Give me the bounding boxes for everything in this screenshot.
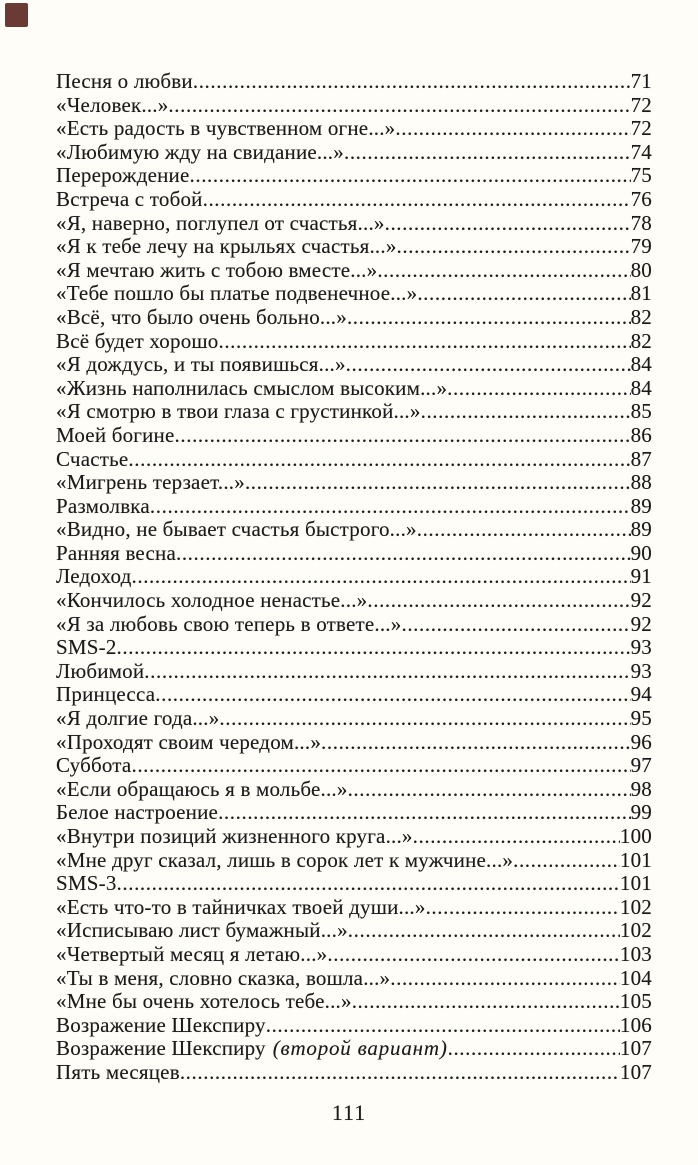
toc-entry-title: «Всё, что было очень больно...» bbox=[56, 304, 347, 329]
toc-entry-title: «Мигрень терзает...» bbox=[56, 470, 245, 495]
toc-entry-title: SMS-2 bbox=[56, 635, 117, 660]
toc-entry bbox=[56, 164, 652, 188]
dot-leader bbox=[131, 754, 630, 778]
dot-leader bbox=[180, 1061, 620, 1085]
toc-entry-page: 89 bbox=[630, 493, 652, 518]
dot-leader bbox=[117, 872, 620, 896]
toc-entry-title: «Видно, не бывает счастья быстрого...» bbox=[56, 517, 417, 542]
toc-entry-page: 97 bbox=[630, 753, 652, 778]
toc-entry-title: «Я долгие года...» bbox=[56, 706, 220, 731]
table-of-contents bbox=[56, 70, 652, 1085]
toc-entry-page: 104 bbox=[619, 965, 652, 990]
dot-leader bbox=[348, 919, 620, 943]
dot-leader bbox=[219, 707, 630, 731]
toc-entry-page: 75 bbox=[630, 163, 652, 188]
toc-entry bbox=[56, 353, 652, 377]
toc-entry-title: «Жизнь наполнилась смыслом высоким...» bbox=[56, 375, 448, 400]
toc-entry-title: SMS-3 bbox=[56, 871, 117, 896]
toc-entry-title: Ранняя весна bbox=[56, 540, 176, 565]
toc-entry-title: «Есть что-то в тайничках твоей души...» bbox=[56, 894, 426, 919]
dot-leader bbox=[327, 943, 620, 967]
toc-entry-page: 98 bbox=[630, 776, 652, 801]
toc-entry-title: Пять месяцев bbox=[56, 1059, 180, 1084]
toc-entry-page: 85 bbox=[630, 399, 652, 424]
dot-leader bbox=[385, 212, 631, 236]
toc-entry bbox=[56, 424, 652, 448]
toc-entry bbox=[56, 306, 652, 330]
toc-entry-page: 101 bbox=[619, 871, 652, 896]
toc-entry-page: 79 bbox=[630, 234, 652, 259]
toc-entry bbox=[56, 471, 652, 495]
dot-leader bbox=[390, 967, 620, 991]
toc-entry-page: 74 bbox=[630, 139, 652, 164]
dot-leader bbox=[413, 825, 620, 849]
toc-entry-title: «Тебе пошло бы платье подвенечное...» bbox=[56, 281, 418, 306]
toc-entry-page: 82 bbox=[630, 328, 652, 353]
toc-entry-title: «Кончилось холодное ненастье...» bbox=[56, 588, 368, 613]
toc-entry bbox=[56, 589, 652, 613]
toc-entry-page: 84 bbox=[630, 352, 652, 377]
dot-leader bbox=[344, 141, 631, 165]
toc-entry bbox=[56, 495, 652, 519]
toc-entry bbox=[56, 872, 652, 896]
dot-leader bbox=[395, 117, 630, 141]
toc-entry-title: «Четвертый месяц я летаю...» bbox=[56, 941, 328, 966]
dot-leader bbox=[150, 495, 631, 519]
toc-entry bbox=[56, 542, 652, 566]
toc-entry-page: 93 bbox=[630, 635, 652, 660]
dot-leader bbox=[117, 636, 631, 660]
toc-entry-page: 82 bbox=[630, 304, 652, 329]
toc-entry-title: «Человек...» bbox=[56, 92, 169, 117]
toc-entry bbox=[56, 377, 652, 401]
toc-entry bbox=[56, 990, 652, 1014]
toc-entry bbox=[56, 778, 652, 802]
dot-leader bbox=[348, 778, 631, 802]
toc-entry bbox=[56, 731, 652, 755]
dot-leader bbox=[352, 990, 620, 1014]
toc-entry-page: 95 bbox=[630, 706, 652, 731]
toc-entry-title: «Я мечтаю жить с тобою вместе...» bbox=[56, 257, 378, 282]
toc-entry-page: 101 bbox=[619, 847, 652, 872]
toc-entry-title: «Я дождусь, и ты появишься...» bbox=[56, 352, 346, 377]
toc-entry-title: «Я за любовь свою теперь в ответе...» bbox=[56, 611, 402, 636]
toc-entry-title: «Внутри позиций жизненного круга...» bbox=[56, 824, 413, 848]
toc-entry-title: Счастье bbox=[56, 446, 129, 471]
toc-entry-page: 81 bbox=[630, 281, 652, 306]
toc-entry-title: Песня о любви bbox=[56, 69, 193, 93]
toc-entry bbox=[56, 400, 652, 424]
toc-entry-page: 89 bbox=[630, 517, 652, 542]
toc-entry-title: «Мне друг сказал, лишь в сорок лет к мужчине...» bbox=[56, 847, 514, 872]
dot-leader bbox=[193, 70, 631, 94]
folio-page-number: 111 bbox=[331, 1100, 367, 1125]
toc-entry bbox=[56, 565, 652, 589]
dot-leader bbox=[203, 188, 631, 212]
toc-entry bbox=[56, 660, 652, 684]
toc-entry bbox=[56, 849, 652, 873]
dot-leader bbox=[176, 542, 631, 566]
toc-entry-page: 86 bbox=[630, 422, 652, 447]
toc-entry-title: «Исписываю лист бумажный...» bbox=[56, 918, 348, 943]
toc-entry-title: Размолвка bbox=[56, 493, 150, 518]
toc-entry-page: 88 bbox=[630, 470, 652, 495]
toc-entry bbox=[56, 707, 652, 731]
toc-entry bbox=[56, 613, 652, 637]
toc-entry-page: 91 bbox=[630, 564, 652, 589]
toc-entry-title: «Я смотрю в твои глаза с грустинкой...» bbox=[56, 399, 421, 424]
toc-entry-page: 87 bbox=[630, 446, 652, 471]
toc-entry-page: 100 bbox=[619, 824, 652, 848]
toc-entry-title: Встреча с тобой bbox=[56, 186, 203, 211]
toc-entry bbox=[56, 448, 652, 472]
toc-entry-page: 96 bbox=[630, 729, 652, 754]
toc-entry bbox=[56, 330, 652, 354]
toc-entry-page: 84 bbox=[630, 375, 652, 400]
dot-leader bbox=[128, 448, 630, 472]
dot-leader bbox=[346, 353, 631, 377]
toc-entry-title: Принцесса bbox=[56, 682, 156, 707]
toc-entry bbox=[56, 967, 652, 991]
toc-entry-page: 103 bbox=[619, 941, 652, 966]
toc-entry-title: Перерождение bbox=[56, 163, 190, 188]
toc-entry-page: 102 bbox=[619, 894, 652, 919]
dot-leader bbox=[245, 471, 631, 495]
toc-entry-page: 72 bbox=[630, 92, 652, 117]
toc-entry-page: 107 bbox=[619, 1059, 652, 1084]
dot-leader bbox=[132, 565, 631, 589]
toc-entry-title: Суббота bbox=[56, 753, 132, 778]
dot-leader bbox=[417, 518, 631, 542]
toc-entry bbox=[56, 943, 652, 967]
toc-entry bbox=[56, 117, 652, 141]
toc-entry-page: 92 bbox=[630, 588, 652, 613]
toc-entry bbox=[56, 188, 652, 212]
toc-entry bbox=[56, 518, 652, 542]
dot-leader bbox=[377, 259, 630, 283]
toc-entry bbox=[56, 825, 652, 849]
toc-entry-title: Любимой bbox=[56, 658, 145, 683]
toc-entry-title: Белое настроение bbox=[56, 800, 219, 825]
toc-entry-page: 102 bbox=[619, 918, 652, 943]
dot-leader bbox=[266, 1014, 620, 1038]
dot-leader bbox=[513, 849, 620, 873]
toc-entry bbox=[56, 1014, 652, 1038]
dot-leader bbox=[421, 400, 631, 424]
dot-leader bbox=[397, 235, 631, 259]
dot-leader bbox=[321, 731, 631, 755]
toc-entry-page: 71 bbox=[630, 69, 652, 93]
toc-entry-page: 78 bbox=[630, 210, 652, 235]
dot-leader bbox=[175, 424, 631, 448]
toc-entry-page: 93 bbox=[630, 658, 652, 683]
toc-entry bbox=[56, 1037, 652, 1061]
toc-entry bbox=[56, 636, 652, 660]
toc-entry-title-italic: (второй вариант) bbox=[272, 1036, 448, 1061]
toc-entry-page: 90 bbox=[630, 540, 652, 565]
toc-entry-title: Возражение Шекспиру bbox=[56, 1012, 266, 1037]
toc-entry-page: 94 bbox=[630, 682, 652, 707]
toc-entry-page: 80 bbox=[630, 257, 652, 282]
toc-entry-page: 76 bbox=[630, 186, 652, 211]
dot-leader bbox=[218, 801, 631, 825]
toc-entry bbox=[56, 141, 652, 165]
toc-entry-title: «Любимую жду на свидание...» bbox=[56, 139, 344, 164]
dot-leader bbox=[347, 306, 631, 330]
dot-leader bbox=[367, 589, 630, 613]
toc-entry-title: Моей богине bbox=[56, 422, 175, 447]
dot-leader bbox=[168, 94, 630, 118]
toc-entry-page: 92 bbox=[630, 611, 652, 636]
dot-leader bbox=[144, 660, 630, 684]
toc-entry-title: «Ты в меня, словно сказка, вошла...» bbox=[56, 965, 391, 990]
toc-entry bbox=[56, 70, 652, 94]
toc-entry-title: Всё будет хорошо bbox=[56, 328, 219, 353]
toc-entry bbox=[56, 1061, 652, 1085]
toc-entry bbox=[56, 683, 652, 707]
dot-leader bbox=[447, 377, 630, 401]
dot-leader bbox=[401, 613, 630, 637]
toc-entry-title: «Есть радость в чувственном огне...» bbox=[56, 116, 396, 141]
toc-entry-page: 72 bbox=[630, 116, 652, 141]
toc-entry-page: 106 bbox=[619, 1012, 652, 1037]
dot-leader bbox=[190, 164, 631, 188]
dot-leader bbox=[218, 330, 630, 354]
scan-corner-artifact bbox=[5, 3, 28, 27]
toc-entry-title: Ледоход bbox=[56, 564, 132, 589]
dot-leader bbox=[448, 1037, 620, 1061]
toc-entry bbox=[56, 282, 652, 306]
toc-entry-title: «Я, наверно, поглупел от счастья...» bbox=[56, 210, 385, 235]
toc-entry bbox=[56, 235, 652, 259]
toc-entry-title: «Мне бы очень хотелось тебе...» bbox=[56, 989, 352, 1014]
dot-leader bbox=[426, 896, 620, 920]
toc-entry bbox=[56, 212, 652, 236]
toc-entry-title: «Я к тебе лечу на крыльях счастья...» bbox=[56, 234, 397, 259]
dot-leader bbox=[417, 282, 630, 306]
toc-entry bbox=[56, 896, 652, 920]
toc-entry-title: «Если обращаюсь я в мольбе...» bbox=[56, 776, 348, 801]
toc-entry-title: «Проходят своим чередом...» bbox=[56, 729, 322, 754]
toc-entry-page: 107 bbox=[619, 1036, 652, 1061]
toc-entry-page: 99 bbox=[630, 800, 652, 825]
toc-entry bbox=[56, 259, 652, 283]
toc-entry bbox=[56, 919, 652, 943]
toc-entry bbox=[56, 801, 652, 825]
toc-entry-title: Возражение Шекспиру (второй вариант) bbox=[56, 1036, 448, 1061]
dot-leader bbox=[155, 683, 630, 707]
toc-entry bbox=[56, 94, 652, 118]
toc-entry bbox=[56, 754, 652, 778]
toc-entry-page: 105 bbox=[619, 989, 652, 1014]
